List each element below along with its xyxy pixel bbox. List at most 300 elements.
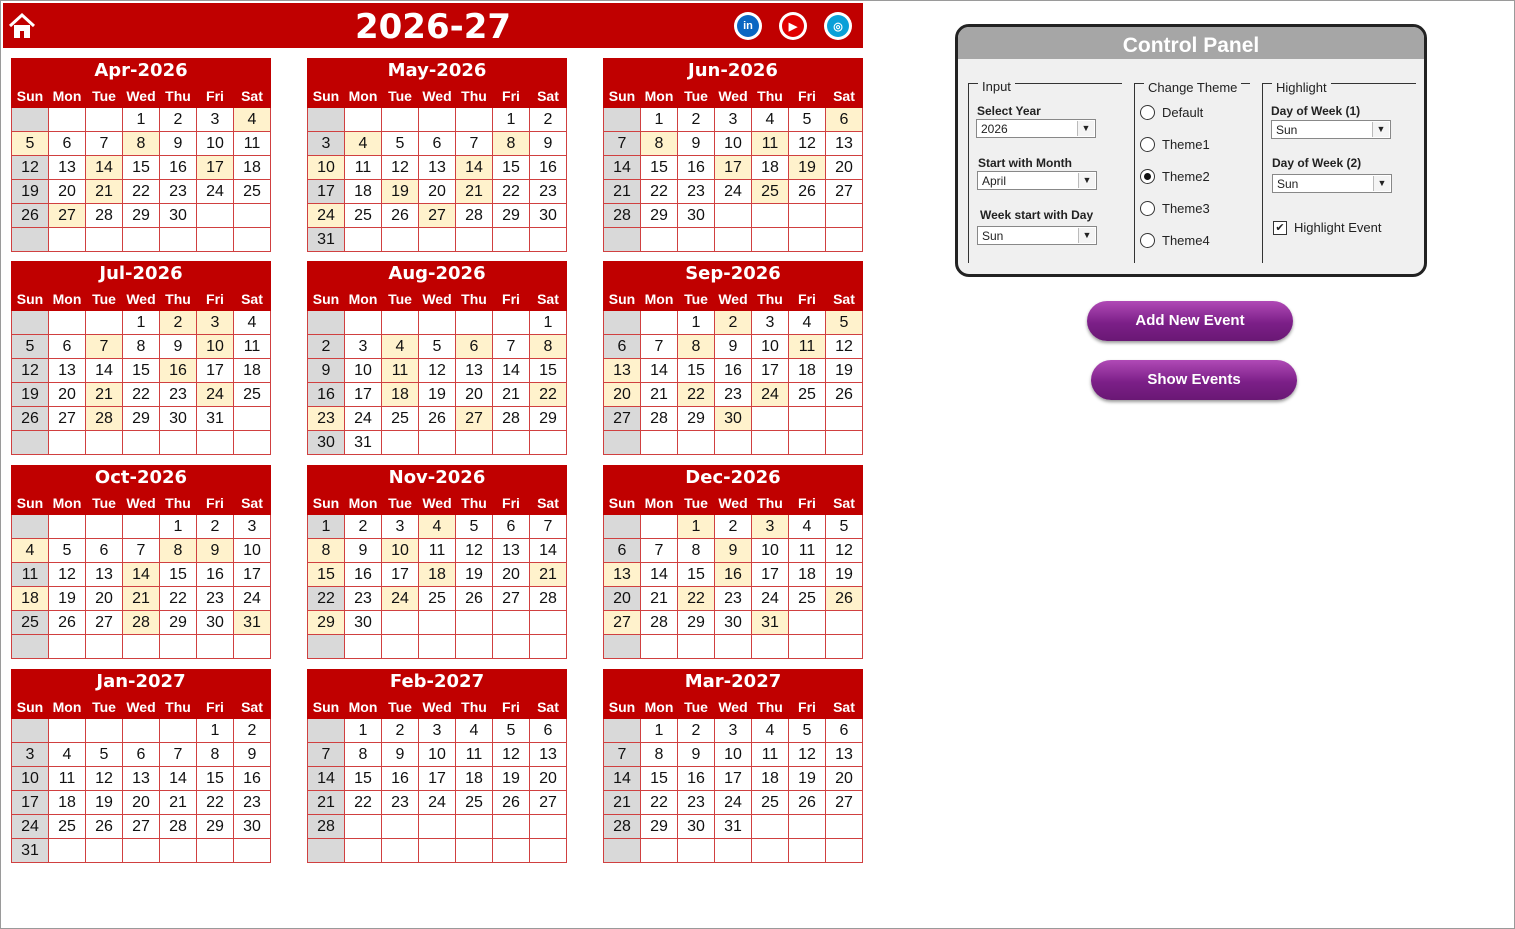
radio-icon[interactable] [1140, 105, 1155, 120]
day-cell[interactable]: 14 [160, 767, 197, 791]
day-cell[interactable]: 12 [493, 743, 530, 767]
day-cell[interactable]: 17 [752, 359, 789, 383]
day-cell[interactable]: 22 [308, 587, 345, 611]
day-cell[interactable]: 26 [49, 611, 86, 635]
day-cell[interactable]: 3 [234, 515, 271, 539]
day-cell[interactable]: 2 [197, 515, 234, 539]
day-cell[interactable]: 23 [715, 587, 752, 611]
day-cell[interactable] [826, 635, 863, 659]
day-cell[interactable]: 16 [234, 767, 271, 791]
day-cell[interactable]: 4 [12, 539, 49, 563]
day-cell[interactable] [641, 839, 678, 863]
day-cell[interactable]: 16 [678, 767, 715, 791]
day-cell[interactable]: 25 [456, 791, 493, 815]
day-cell[interactable]: 27 [493, 587, 530, 611]
day-cell[interactable] [604, 635, 641, 659]
day-cell[interactable]: 3 [715, 108, 752, 132]
day-cell[interactable] [197, 431, 234, 455]
day-cell[interactable]: 20 [456, 383, 493, 407]
day-cell[interactable] [789, 611, 826, 635]
day-cell[interactable] [419, 839, 456, 863]
day-cell[interactable]: 9 [197, 539, 234, 563]
day-cell[interactable]: 3 [197, 108, 234, 132]
day-cell[interactable]: 21 [641, 383, 678, 407]
day-cell[interactable]: 17 [308, 180, 345, 204]
chevron-down-icon[interactable]: ▼ [1078, 173, 1095, 188]
day-cell[interactable] [86, 719, 123, 743]
day-cell[interactable]: 30 [234, 815, 271, 839]
day-cell[interactable] [826, 407, 863, 431]
day-cell[interactable]: 1 [123, 311, 160, 335]
day-cell[interactable] [12, 515, 49, 539]
day-cell[interactable]: 25 [789, 587, 826, 611]
day-cell[interactable]: 26 [826, 383, 863, 407]
linkedin-icon[interactable]: in [734, 12, 762, 40]
day-cell[interactable] [419, 611, 456, 635]
day-cell[interactable] [604, 839, 641, 863]
day-cell[interactable]: 10 [752, 539, 789, 563]
day-cell[interactable] [715, 228, 752, 252]
day-cell[interactable]: 29 [641, 204, 678, 228]
day-cell[interactable] [715, 635, 752, 659]
day-cell[interactable] [123, 431, 160, 455]
day-cell[interactable] [419, 311, 456, 335]
day-cell[interactable]: 12 [826, 539, 863, 563]
day-cell[interactable]: 27 [86, 611, 123, 635]
day-cell[interactable] [345, 635, 382, 659]
day-cell[interactable]: 23 [715, 383, 752, 407]
day-cell[interactable] [308, 311, 345, 335]
day-cell[interactable] [382, 108, 419, 132]
day-cell[interactable]: 20 [86, 587, 123, 611]
day-cell[interactable]: 6 [826, 719, 863, 743]
day-cell[interactable]: 14 [604, 156, 641, 180]
day-cell[interactable] [12, 228, 49, 252]
day-cell[interactable] [49, 719, 86, 743]
day-cell[interactable]: 3 [197, 311, 234, 335]
day-cell[interactable] [197, 635, 234, 659]
day-cell[interactable]: 28 [86, 407, 123, 431]
day-cell[interactable] [641, 311, 678, 335]
day-cell[interactable] [715, 839, 752, 863]
day-cell[interactable]: 7 [604, 132, 641, 156]
day-cell[interactable]: 10 [419, 743, 456, 767]
day-cell[interactable]: 10 [308, 156, 345, 180]
day-cell[interactable]: 23 [345, 587, 382, 611]
day-cell[interactable]: 17 [715, 767, 752, 791]
day-cell[interactable]: 4 [234, 311, 271, 335]
day-cell[interactable]: 6 [493, 515, 530, 539]
day-cell[interactable]: 6 [419, 132, 456, 156]
day-cell[interactable]: 27 [49, 204, 86, 228]
day-cell[interactable]: 5 [493, 719, 530, 743]
day-cell[interactable]: 21 [604, 180, 641, 204]
day-cell[interactable] [530, 815, 567, 839]
day-cell[interactable]: 11 [752, 743, 789, 767]
day-cell[interactable]: 14 [641, 563, 678, 587]
day-cell[interactable]: 4 [234, 108, 271, 132]
day-cell[interactable] [789, 228, 826, 252]
day-cell[interactable]: 26 [789, 791, 826, 815]
day-cell[interactable] [197, 228, 234, 252]
day-cell[interactable] [604, 431, 641, 455]
day-cell[interactable]: 5 [826, 311, 863, 335]
day-cell[interactable] [382, 815, 419, 839]
day-cell[interactable]: 22 [123, 383, 160, 407]
day-cell[interactable]: 20 [604, 383, 641, 407]
day-cell[interactable]: 23 [678, 791, 715, 815]
day-cell[interactable]: 7 [456, 132, 493, 156]
day-cell[interactable]: 9 [530, 132, 567, 156]
day-cell[interactable]: 22 [678, 383, 715, 407]
day-cell[interactable]: 5 [49, 539, 86, 563]
day-cell[interactable]: 12 [12, 156, 49, 180]
day-cell[interactable] [641, 228, 678, 252]
day-cell[interactable]: 11 [456, 743, 493, 767]
day-cell[interactable] [678, 839, 715, 863]
day-cell[interactable]: 2 [678, 719, 715, 743]
day-cell[interactable]: 30 [678, 204, 715, 228]
day-cell[interactable]: 25 [12, 611, 49, 635]
day-cell[interactable]: 30 [160, 407, 197, 431]
day-cell[interactable] [234, 204, 271, 228]
day-cell[interactable]: 3 [715, 719, 752, 743]
day-cell[interactable]: 17 [715, 156, 752, 180]
day-cell[interactable] [345, 839, 382, 863]
check-icon[interactable]: ✔ [1273, 221, 1287, 235]
day-cell[interactable]: 16 [345, 563, 382, 587]
day-cell[interactable]: 21 [86, 180, 123, 204]
day-cell[interactable]: 8 [197, 743, 234, 767]
day-cell[interactable]: 15 [123, 156, 160, 180]
day-cell[interactable]: 7 [86, 132, 123, 156]
day-cell[interactable]: 2 [234, 719, 271, 743]
day-cell[interactable] [604, 311, 641, 335]
day-cell[interactable]: 5 [789, 719, 826, 743]
day-cell[interactable]: 7 [493, 335, 530, 359]
day-cell[interactable]: 1 [308, 515, 345, 539]
day-cell[interactable]: 6 [604, 335, 641, 359]
day-cell[interactable] [160, 228, 197, 252]
day-cell[interactable] [123, 228, 160, 252]
day-cell[interactable]: 13 [826, 743, 863, 767]
day-cell[interactable]: 29 [678, 611, 715, 635]
day-cell[interactable]: 1 [123, 108, 160, 132]
day-cell[interactable]: 28 [160, 815, 197, 839]
day-cell[interactable]: 23 [382, 791, 419, 815]
day-cell[interactable]: 1 [160, 515, 197, 539]
day-cell[interactable]: 30 [530, 204, 567, 228]
day-cell[interactable] [456, 815, 493, 839]
day-cell[interactable]: 8 [678, 335, 715, 359]
day-cell[interactable]: 26 [789, 180, 826, 204]
day-cell[interactable]: 21 [530, 563, 567, 587]
day-cell[interactable]: 22 [678, 587, 715, 611]
day-cell[interactable] [493, 611, 530, 635]
day-cell[interactable]: 22 [197, 791, 234, 815]
day-cell[interactable]: 18 [382, 383, 419, 407]
day-cell[interactable]: 24 [715, 791, 752, 815]
day-cell[interactable] [308, 719, 345, 743]
theme-radio-theme2[interactable] [1140, 169, 1210, 184]
day-cell[interactable]: 17 [752, 563, 789, 587]
day-cell[interactable] [752, 839, 789, 863]
day-cell[interactable]: 29 [123, 204, 160, 228]
day-cell[interactable]: 14 [86, 156, 123, 180]
day-cell[interactable]: 17 [345, 383, 382, 407]
dow1-dropdown[interactable] [1271, 120, 1391, 139]
day-cell[interactable] [604, 719, 641, 743]
theme-radio-theme1[interactable] [1140, 137, 1210, 152]
day-cell[interactable]: 19 [382, 180, 419, 204]
day-cell[interactable]: 16 [160, 156, 197, 180]
day-cell[interactable] [530, 635, 567, 659]
day-cell[interactable] [234, 407, 271, 431]
day-cell[interactable] [604, 228, 641, 252]
day-cell[interactable]: 24 [419, 791, 456, 815]
day-cell[interactable]: 29 [160, 611, 197, 635]
day-cell[interactable]: 27 [419, 204, 456, 228]
day-cell[interactable]: 7 [641, 539, 678, 563]
day-cell[interactable] [345, 228, 382, 252]
day-cell[interactable] [493, 839, 530, 863]
day-cell[interactable]: 2 [530, 108, 567, 132]
day-cell[interactable]: 16 [308, 383, 345, 407]
chevron-down-icon[interactable]: ▼ [1077, 121, 1094, 136]
day-cell[interactable]: 19 [49, 587, 86, 611]
day-cell[interactable]: 11 [234, 132, 271, 156]
day-cell[interactable]: 22 [160, 587, 197, 611]
day-cell[interactable]: 13 [49, 359, 86, 383]
day-cell[interactable]: 18 [789, 359, 826, 383]
theme-radio-theme4[interactable] [1140, 233, 1210, 248]
day-cell[interactable]: 4 [382, 335, 419, 359]
day-cell[interactable] [826, 815, 863, 839]
day-cell[interactable]: 16 [160, 359, 197, 383]
day-cell[interactable]: 24 [12, 815, 49, 839]
day-cell[interactable]: 27 [826, 791, 863, 815]
day-cell[interactable]: 18 [419, 563, 456, 587]
day-cell[interactable]: 9 [160, 132, 197, 156]
day-cell[interactable]: 30 [678, 815, 715, 839]
day-cell[interactable]: 16 [530, 156, 567, 180]
day-cell[interactable]: 8 [123, 335, 160, 359]
day-cell[interactable]: 20 [419, 180, 456, 204]
day-cell[interactable] [86, 515, 123, 539]
day-cell[interactable]: 13 [493, 539, 530, 563]
day-cell[interactable]: 28 [123, 611, 160, 635]
day-cell[interactable] [86, 108, 123, 132]
start-month-dropdown[interactable] [977, 171, 1097, 190]
day-cell[interactable] [789, 431, 826, 455]
theme-radio-theme3[interactable] [1140, 201, 1210, 216]
day-cell[interactable]: 16 [715, 563, 752, 587]
day-cell[interactable]: 15 [197, 767, 234, 791]
day-cell[interactable] [715, 204, 752, 228]
chevron-down-icon[interactable]: ▼ [1078, 228, 1095, 243]
day-cell[interactable]: 10 [197, 132, 234, 156]
day-cell[interactable]: 30 [345, 611, 382, 635]
day-cell[interactable] [641, 515, 678, 539]
day-cell[interactable]: 24 [715, 180, 752, 204]
day-cell[interactable] [752, 407, 789, 431]
day-cell[interactable]: 27 [49, 407, 86, 431]
day-cell[interactable]: 1 [493, 108, 530, 132]
day-cell[interactable]: 14 [641, 359, 678, 383]
day-cell[interactable]: 10 [197, 335, 234, 359]
day-cell[interactable] [197, 839, 234, 863]
day-cell[interactable]: 15 [530, 359, 567, 383]
day-cell[interactable]: 22 [123, 180, 160, 204]
day-cell[interactable]: 5 [789, 108, 826, 132]
day-cell[interactable]: 19 [419, 383, 456, 407]
day-cell[interactable]: 10 [715, 132, 752, 156]
day-cell[interactable]: 5 [382, 132, 419, 156]
day-cell[interactable]: 9 [345, 539, 382, 563]
day-cell[interactable]: 20 [49, 180, 86, 204]
day-cell[interactable]: 20 [826, 156, 863, 180]
day-cell[interactable]: 18 [12, 587, 49, 611]
day-cell[interactable]: 31 [715, 815, 752, 839]
day-cell[interactable]: 4 [789, 515, 826, 539]
day-cell[interactable] [789, 635, 826, 659]
day-cell[interactable]: 23 [160, 180, 197, 204]
day-cell[interactable] [826, 228, 863, 252]
day-cell[interactable]: 6 [530, 719, 567, 743]
day-cell[interactable]: 8 [493, 132, 530, 156]
day-cell[interactable]: 3 [345, 335, 382, 359]
day-cell[interactable]: 11 [789, 539, 826, 563]
day-cell[interactable]: 5 [456, 515, 493, 539]
day-cell[interactable]: 14 [308, 767, 345, 791]
day-cell[interactable]: 19 [826, 359, 863, 383]
day-cell[interactable] [123, 635, 160, 659]
day-cell[interactable] [419, 815, 456, 839]
day-cell[interactable]: 2 [678, 108, 715, 132]
day-cell[interactable]: 11 [419, 539, 456, 563]
day-cell[interactable]: 15 [345, 767, 382, 791]
radio-icon[interactable] [1140, 233, 1155, 248]
day-cell[interactable] [530, 611, 567, 635]
day-cell[interactable]: 28 [641, 611, 678, 635]
day-cell[interactable]: 25 [49, 815, 86, 839]
day-cell[interactable] [789, 815, 826, 839]
day-cell[interactable]: 26 [826, 587, 863, 611]
day-cell[interactable] [456, 839, 493, 863]
day-cell[interactable]: 26 [493, 791, 530, 815]
week-start-dropdown[interactable] [977, 226, 1097, 245]
day-cell[interactable]: 2 [308, 335, 345, 359]
day-cell[interactable]: 12 [826, 335, 863, 359]
day-cell[interactable] [419, 228, 456, 252]
day-cell[interactable] [345, 108, 382, 132]
day-cell[interactable]: 24 [752, 383, 789, 407]
day-cell[interactable]: 10 [345, 359, 382, 383]
day-cell[interactable]: 23 [197, 587, 234, 611]
day-cell[interactable]: 26 [382, 204, 419, 228]
day-cell[interactable]: 20 [49, 383, 86, 407]
day-cell[interactable]: 31 [308, 228, 345, 252]
day-cell[interactable]: 29 [530, 407, 567, 431]
day-cell[interactable] [12, 311, 49, 335]
day-cell[interactable]: 31 [197, 407, 234, 431]
day-cell[interactable] [456, 611, 493, 635]
day-cell[interactable] [678, 228, 715, 252]
day-cell[interactable]: 30 [308, 431, 345, 455]
day-cell[interactable]: 22 [530, 383, 567, 407]
day-cell[interactable]: 14 [530, 539, 567, 563]
day-cell[interactable]: 31 [234, 611, 271, 635]
dow2-dropdown[interactable] [1272, 174, 1392, 193]
day-cell[interactable]: 28 [530, 587, 567, 611]
day-cell[interactable]: 21 [456, 180, 493, 204]
day-cell[interactable]: 14 [456, 156, 493, 180]
day-cell[interactable] [160, 635, 197, 659]
day-cell[interactable] [86, 431, 123, 455]
day-cell[interactable]: 4 [419, 515, 456, 539]
day-cell[interactable]: 12 [49, 563, 86, 587]
day-cell[interactable]: 2 [715, 515, 752, 539]
day-cell[interactable]: 10 [715, 743, 752, 767]
day-cell[interactable] [12, 431, 49, 455]
day-cell[interactable]: 17 [234, 563, 271, 587]
day-cell[interactable]: 15 [160, 563, 197, 587]
day-cell[interactable]: 20 [493, 563, 530, 587]
day-cell[interactable]: 12 [12, 359, 49, 383]
day-cell[interactable] [123, 719, 160, 743]
day-cell[interactable] [12, 635, 49, 659]
website-icon[interactable]: ◎ [824, 12, 852, 40]
day-cell[interactable]: 9 [678, 743, 715, 767]
day-cell[interactable]: 1 [345, 719, 382, 743]
day-cell[interactable] [752, 635, 789, 659]
day-cell[interactable]: 19 [789, 156, 826, 180]
day-cell[interactable]: 5 [86, 743, 123, 767]
day-cell[interactable]: 8 [123, 132, 160, 156]
day-cell[interactable]: 3 [382, 515, 419, 539]
day-cell[interactable]: 9 [382, 743, 419, 767]
day-cell[interactable] [49, 431, 86, 455]
day-cell[interactable]: 13 [604, 563, 641, 587]
day-cell[interactable] [160, 719, 197, 743]
day-cell[interactable]: 15 [493, 156, 530, 180]
day-cell[interactable]: 2 [345, 515, 382, 539]
day-cell[interactable]: 29 [197, 815, 234, 839]
day-cell[interactable] [86, 635, 123, 659]
day-cell[interactable] [456, 228, 493, 252]
day-cell[interactable] [456, 431, 493, 455]
day-cell[interactable]: 15 [678, 563, 715, 587]
day-cell[interactable]: 24 [752, 587, 789, 611]
day-cell[interactable] [86, 311, 123, 335]
day-cell[interactable] [752, 815, 789, 839]
day-cell[interactable] [456, 635, 493, 659]
day-cell[interactable] [234, 635, 271, 659]
day-cell[interactable]: 13 [123, 767, 160, 791]
day-cell[interactable]: 5 [419, 335, 456, 359]
day-cell[interactable]: 19 [789, 767, 826, 791]
day-cell[interactable]: 23 [678, 180, 715, 204]
day-cell[interactable]: 12 [789, 132, 826, 156]
radio-icon[interactable] [1140, 169, 1155, 184]
day-cell[interactable]: 26 [419, 407, 456, 431]
day-cell[interactable]: 1 [641, 719, 678, 743]
day-cell[interactable]: 28 [641, 407, 678, 431]
day-cell[interactable]: 4 [345, 132, 382, 156]
day-cell[interactable]: 22 [493, 180, 530, 204]
day-cell[interactable]: 11 [49, 767, 86, 791]
day-cell[interactable]: 6 [49, 132, 86, 156]
